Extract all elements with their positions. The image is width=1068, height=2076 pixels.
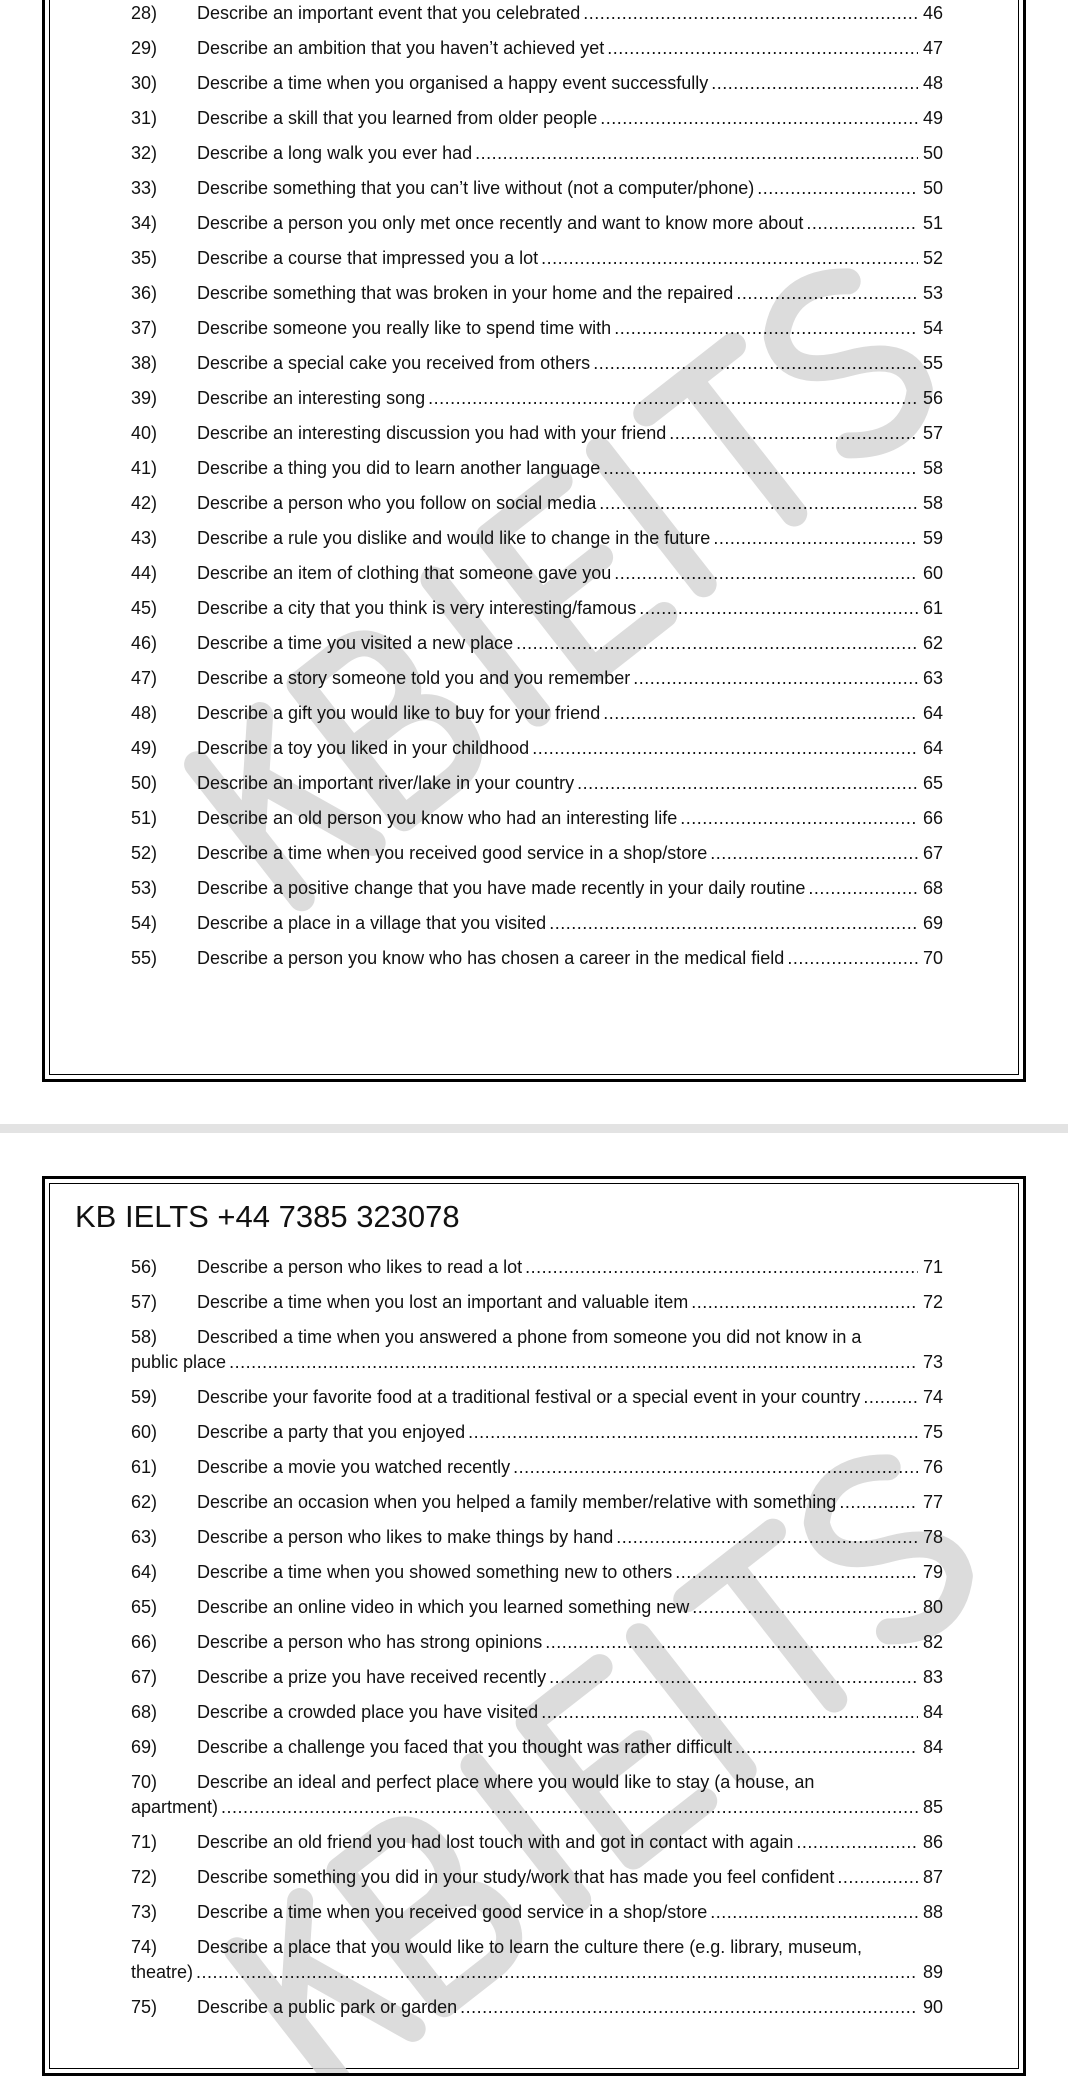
- toc-entry-number: 65): [131, 1597, 158, 1617]
- toc-entry-page: 69: [922, 913, 943, 933]
- toc-entry-title: Describe someone you really like to spend time with: [197, 318, 612, 338]
- table-of-contents: [131, 1255, 943, 2030]
- toc-leader-dots: [525, 1255, 918, 1280]
- toc-entry-page: 86: [922, 1832, 943, 1852]
- toc-leader-dots: [806, 211, 918, 236]
- toc-entry-title: Describe a prize you have received recently: [197, 1667, 547, 1687]
- toc-entry-number: 51): [131, 808, 158, 828]
- toc-leader-dots: [787, 946, 918, 971]
- document-page-1: [42, 0, 1026, 1082]
- toc-entry-page: 56: [922, 388, 943, 408]
- toc-entry-title: Describe a positive change that you have made recently in your daily routine: [197, 878, 806, 898]
- toc-entry: [131, 1455, 943, 1480]
- toc-entry-number: 53): [131, 878, 158, 898]
- document-page-2: [42, 1176, 1026, 2076]
- toc-entry: [131, 386, 943, 411]
- toc-entry-title: Describe a thing you did to learn another language: [197, 458, 601, 478]
- toc-entry-page: 80: [922, 1597, 943, 1617]
- toc-entry-number: 34): [131, 213, 158, 233]
- toc-entry-page: 58: [922, 458, 943, 478]
- toc-leader-dots: [541, 1700, 918, 1725]
- toc-leader-dots: [633, 666, 918, 691]
- toc-entry-page: 67: [922, 843, 943, 863]
- toc-entry-title: Describe an ideal and perfect place where you would like to stay (a house, an: [197, 1772, 815, 1792]
- toc-entry-title: Describe a person who has strong opinions: [197, 1632, 543, 1652]
- toc-entry-page: 59: [922, 528, 943, 548]
- toc-entry-title: Describe a person who likes to read a lot: [197, 1257, 523, 1277]
- toc-entry-page: 51: [922, 213, 943, 233]
- toc-entry-number: 47): [131, 668, 158, 688]
- toc-entry: [131, 1595, 943, 1620]
- toc-entry: [131, 946, 943, 971]
- toc-entry-title: Describe a long walk you ever had: [197, 143, 473, 163]
- toc-entry-title: Describe a person who likes to make things by hand: [197, 1527, 614, 1547]
- toc-entry-page: 58: [922, 493, 943, 513]
- toc-entry-title: Describe a public park or garden: [197, 1997, 458, 2017]
- toc-entry-number: 67): [131, 1667, 158, 1687]
- toc-entry-number: 52): [131, 843, 158, 863]
- toc-leader-dots: [603, 701, 918, 726]
- toc-leader-dots: [593, 351, 918, 376]
- toc-entry-number: 31): [131, 108, 158, 128]
- toc-leader-dots: [468, 1420, 918, 1445]
- toc-entry: [131, 1290, 943, 1315]
- toc-leader-dots: [616, 1525, 918, 1550]
- toc-entry: [131, 806, 943, 831]
- toc-entry-title: Describe an interesting discussion you had with your friend: [197, 423, 667, 443]
- toc-entry-number: 75): [131, 1997, 158, 2017]
- toc-entry-title-continued: public place: [131, 1352, 227, 1372]
- toc-entry-number: 46): [131, 633, 158, 653]
- toc-entry-title-continued: apartment): [131, 1797, 219, 1817]
- toc-entry-number: 60): [131, 1422, 158, 1442]
- toc-entry-number: 42): [131, 493, 158, 513]
- toc-entry: [131, 911, 943, 936]
- toc-leader-dots: [549, 911, 918, 936]
- toc-leader-dots: [614, 561, 918, 586]
- toc-entry-number: 59): [131, 1387, 158, 1407]
- toc-entry: [131, 666, 943, 691]
- toc-entry-page: 89: [922, 1962, 943, 1982]
- toc-entry-page: 72: [922, 1292, 943, 1312]
- toc-entry-title: Described a time when you answered a phone from someone you did not know in a: [197, 1327, 862, 1347]
- toc-entry-title: Describe a time when you showed something new to others: [197, 1562, 673, 1582]
- toc-leader-dots: [735, 1735, 918, 1760]
- toc-entry-number: 66): [131, 1632, 158, 1652]
- toc-leader-dots: [710, 1900, 918, 1925]
- toc-entry-number: 69): [131, 1737, 158, 1757]
- toc-entry-title: Describe a gift you would like to buy for your friend: [197, 703, 601, 723]
- toc-entry: [131, 1385, 943, 1410]
- toc-entry-number: 41): [131, 458, 158, 478]
- toc-entry-page: 74: [922, 1387, 943, 1407]
- toc-entry-title: Describe an interesting song: [197, 388, 426, 408]
- toc-entry: [131, 1935, 943, 1985]
- toc-entry: [131, 596, 943, 621]
- toc-entry-page: 65: [922, 773, 943, 793]
- toc-entry-number: 33): [131, 178, 158, 198]
- toc-leader-dots: [711, 71, 918, 96]
- toc-leader-dots: [532, 736, 918, 761]
- toc-entry-number: 73): [131, 1902, 158, 1922]
- toc-entry-title: Describe an important event that you celebrated: [197, 3, 581, 23]
- toc-entry-title: Describe a course that impressed you a lot: [197, 248, 539, 268]
- toc-entry-title: Describe a person who you follow on social media: [197, 493, 597, 513]
- toc-entry: [131, 141, 943, 166]
- toc-leader-dots: [796, 1830, 918, 1855]
- toc-entry-page: 84: [922, 1737, 943, 1757]
- toc-entry-title: Describe a time when you received good service in a shop/store: [197, 843, 708, 863]
- toc-entry-page: 54: [922, 318, 943, 338]
- toc-entry-page: 70: [922, 948, 943, 968]
- toc-entry-title: Describe a special cake you received from others: [197, 353, 591, 373]
- toc-entry-page: 63: [922, 668, 943, 688]
- toc-leader-dots: [516, 631, 918, 656]
- toc-leader-dots: [475, 141, 918, 166]
- toc-entry-number: 62): [131, 1492, 158, 1512]
- toc-entry-title: Describe your favorite food at a traditional festival or a special event in your country: [197, 1387, 861, 1407]
- toc-entry-title: Describe an item of clothing that someone gave you: [197, 563, 612, 583]
- toc-entry-page: 50: [922, 178, 943, 198]
- toc-entry-page: 60: [922, 563, 943, 583]
- toc-leader-dots: [545, 1630, 918, 1655]
- toc-leader-dots: [639, 596, 918, 621]
- toc-leader-dots: [600, 106, 918, 131]
- toc-entry: [131, 701, 943, 726]
- toc-entry: [131, 1255, 943, 1280]
- toc-entry-page: 90: [922, 1997, 943, 2017]
- toc-entry-title: Describe an online video in which you learned something new: [197, 1597, 690, 1617]
- toc-entry-page: 46: [922, 3, 943, 23]
- toc-entry: [131, 281, 943, 306]
- table-of-contents: [131, 1, 943, 981]
- toc-entry-number: 43): [131, 528, 158, 548]
- toc-entry-title: Describe a skill that you learned from older people: [197, 108, 598, 128]
- toc-entry-page: 83: [922, 1667, 943, 1687]
- toc-entry-title: Describe an important river/lake in your country: [197, 773, 575, 793]
- toc-entry-number: 71): [131, 1832, 158, 1852]
- toc-entry: [131, 106, 943, 131]
- toc-leader-dots: [460, 1995, 918, 2020]
- toc-entry-page: 75: [922, 1422, 943, 1442]
- toc-entry-page: 47: [922, 38, 943, 58]
- toc-entry-number: 64): [131, 1562, 158, 1582]
- toc-entry: [131, 1700, 943, 1725]
- toc-entry-title: Describe a crowded place you have visited: [197, 1702, 539, 1722]
- toc-entry-number: 70): [131, 1772, 158, 1792]
- toc-entry: [131, 316, 943, 341]
- toc-entry: [131, 1490, 943, 1515]
- toc-leader-dots: [837, 1865, 918, 1890]
- toc-entry-number: 30): [131, 73, 158, 93]
- toc-leader-dots: [541, 246, 918, 271]
- toc-entry: [131, 1665, 943, 1690]
- toc-entry: [131, 876, 943, 901]
- toc-entry-number: 68): [131, 1702, 158, 1722]
- toc-entry: [131, 491, 943, 516]
- toc-entry: [131, 246, 943, 271]
- toc-leader-dots: [229, 1350, 918, 1375]
- toc-entry-title: Describe a party that you enjoyed: [197, 1422, 466, 1442]
- toc-entry-number: 38): [131, 353, 158, 373]
- toc-entry: [131, 1735, 943, 1760]
- toc-entry-page: 68: [922, 878, 943, 898]
- toc-entry-page: 61: [922, 598, 943, 618]
- toc-entry: [131, 1865, 943, 1890]
- toc-entry-number: 37): [131, 318, 158, 338]
- toc-entry: [131, 351, 943, 376]
- toc-entry-title: Describe a movie you watched recently: [197, 1457, 511, 1477]
- toc-entry: [131, 1630, 943, 1655]
- toc-leader-dots: [669, 421, 918, 446]
- toc-entry-page: 76: [922, 1457, 943, 1477]
- toc-entry: [131, 736, 943, 761]
- toc-entry: [131, 1525, 943, 1550]
- toc-entry: [131, 1770, 943, 1820]
- toc-entry-page: 57: [922, 423, 943, 443]
- toc-leader-dots: [863, 1385, 918, 1410]
- toc-entry-number: 36): [131, 283, 158, 303]
- toc-leader-dots: [599, 491, 918, 516]
- toc-leader-dots: [221, 1795, 918, 1820]
- toc-entry-title: Describe something that you can’t live without (not a computer/phone): [197, 178, 755, 198]
- toc-entry-title: Describe an old person you know who had an interesting life: [197, 808, 678, 828]
- toc-entry: [131, 771, 943, 796]
- toc-entry: [131, 631, 943, 656]
- toc-entry-title: Describe a city that you think is very interesting/famous: [197, 598, 637, 618]
- toc-leader-dots: [549, 1665, 918, 1690]
- toc-entry-number: 63): [131, 1527, 158, 1547]
- toc-entry-page: 62: [922, 633, 943, 653]
- toc-entry-page: 66: [922, 808, 943, 828]
- toc-entry-title: Describe a time you visited a new place: [197, 633, 514, 653]
- toc-leader-dots: [603, 456, 918, 481]
- toc-entry-title: Describe a person you know who has chosen a career in the medical field: [197, 948, 785, 968]
- toc-leader-dots: [808, 876, 918, 901]
- toc-leader-dots: [757, 176, 918, 201]
- toc-entry-title: Describe a person you only met once recently and want to know more about: [197, 213, 804, 233]
- toc-entry: [131, 1995, 943, 2020]
- toc-leader-dots: [428, 386, 918, 411]
- toc-entry-number: 48): [131, 703, 158, 723]
- toc-entry: [131, 36, 943, 61]
- toc-entry-page: 49: [922, 108, 943, 128]
- toc-entry-page: 64: [922, 703, 943, 723]
- toc-entry-number: 56): [131, 1257, 158, 1277]
- toc-entry-number: 35): [131, 248, 158, 268]
- toc-entry-number: 54): [131, 913, 158, 933]
- toc-leader-dots: [839, 1490, 918, 1515]
- toc-entry-number: 29): [131, 38, 158, 58]
- toc-entry: [131, 1830, 943, 1855]
- toc-leader-dots: [513, 1455, 918, 1480]
- toc-entry-title: Describe an occasion when you helped a family member/relative with something: [197, 1492, 837, 1512]
- toc-entry-title: Describe an old friend you had lost touch with and got in contact with again: [197, 1832, 794, 1852]
- toc-entry-number: 28): [131, 3, 158, 23]
- toc-entry-title: Describe a place that you would like to learn the culture there (e.g. library, museum,: [197, 1937, 862, 1957]
- toc-entry: [131, 1325, 943, 1375]
- toc-entry-page: 84: [922, 1702, 943, 1722]
- toc-entry-page: 77: [922, 1492, 943, 1512]
- toc-leader-dots: [692, 1595, 918, 1620]
- toc-entry-title: Describe a toy you liked in your childhood: [197, 738, 530, 758]
- toc-entry-title: Describe a time when you organised a happy event successfully: [197, 73, 709, 93]
- toc-entry-number: 44): [131, 563, 158, 583]
- toc-leader-dots: [710, 841, 918, 866]
- toc-entry: [131, 421, 943, 446]
- toc-entry-number: 39): [131, 388, 158, 408]
- toc-entry-page: 82: [922, 1632, 943, 1652]
- toc-leader-dots: [713, 526, 918, 551]
- toc-entry: [131, 71, 943, 96]
- toc-entry-page: 88: [922, 1902, 943, 1922]
- toc-entry-number: 61): [131, 1457, 158, 1477]
- toc-entry-page: 78: [922, 1527, 943, 1547]
- toc-entry-title: Describe an ambition that you haven’t achieved yet: [197, 38, 605, 58]
- toc-entry-title: Describe a place in a village that you visited: [197, 913, 547, 933]
- toc-entry-title: Describe a time when you received good service in a shop/store: [197, 1902, 708, 1922]
- toc-entry-number: 74): [131, 1937, 158, 1957]
- toc-entry: [131, 211, 943, 236]
- toc-leader-dots: [196, 1960, 918, 1985]
- page-separator: [0, 1124, 1068, 1133]
- toc-entry-number: 55): [131, 948, 158, 968]
- toc-entry: [131, 1900, 943, 1925]
- toc-entry-title-continued: theatre): [131, 1962, 194, 1982]
- toc-entry-page: 64: [922, 738, 943, 758]
- toc-entry-page: 87: [922, 1867, 943, 1887]
- toc-entry-title: Describe a rule you dislike and would like to change in the future: [197, 528, 711, 548]
- toc-leader-dots: [691, 1290, 918, 1315]
- toc-entry-page: 79: [922, 1562, 943, 1582]
- toc-entry: [131, 1, 943, 26]
- toc-leader-dots: [680, 806, 918, 831]
- toc-entry-page: 50: [922, 143, 943, 163]
- toc-entry-number: 57): [131, 1292, 158, 1312]
- toc-entry-page: 85: [922, 1797, 943, 1817]
- toc-entry-title: Describe something that was broken in your home and the repaired: [197, 283, 734, 303]
- toc-leader-dots: [607, 36, 918, 61]
- toc-entry-number: 49): [131, 738, 158, 758]
- toc-entry-title: Describe a challenge you faced that you thought was rather difficult: [197, 1737, 732, 1757]
- toc-entry: [131, 176, 943, 201]
- toc-entry: [131, 456, 943, 481]
- toc-leader-dots: [583, 1, 918, 26]
- toc-leader-dots: [675, 1560, 918, 1585]
- toc-entry-number: 32): [131, 143, 158, 163]
- toc-entry-title: Describe a time when you lost an important and valuable item: [197, 1292, 689, 1312]
- toc-leader-dots: [577, 771, 918, 796]
- toc-entry-title: Describe something you did in your study/work that has made you feel confident: [197, 1867, 835, 1887]
- toc-entry-number: 50): [131, 773, 158, 793]
- page-header-title: KB IELTS +44 7385 323078: [75, 1199, 460, 1234]
- toc-entry-page: 52: [922, 248, 943, 268]
- toc-entry-page: 55: [922, 353, 943, 373]
- toc-entry: [131, 561, 943, 586]
- toc-entry: [131, 841, 943, 866]
- toc-entry-title: Describe a story someone told you and you remember: [197, 668, 631, 688]
- toc-entry: [131, 526, 943, 551]
- toc-entry-number: 40): [131, 423, 158, 443]
- toc-entry: [131, 1420, 943, 1445]
- toc-entry-page: 71: [922, 1257, 943, 1277]
- toc-entry-number: 45): [131, 598, 158, 618]
- toc-entry-page: 73: [922, 1352, 943, 1372]
- toc-entry: [131, 1560, 943, 1585]
- toc-entry-number: 58): [131, 1327, 158, 1347]
- toc-entry-number: 72): [131, 1867, 158, 1887]
- toc-entry-page: 48: [922, 73, 943, 93]
- toc-leader-dots: [736, 281, 918, 306]
- toc-entry-page: 53: [922, 283, 943, 303]
- toc-leader-dots: [614, 316, 918, 341]
